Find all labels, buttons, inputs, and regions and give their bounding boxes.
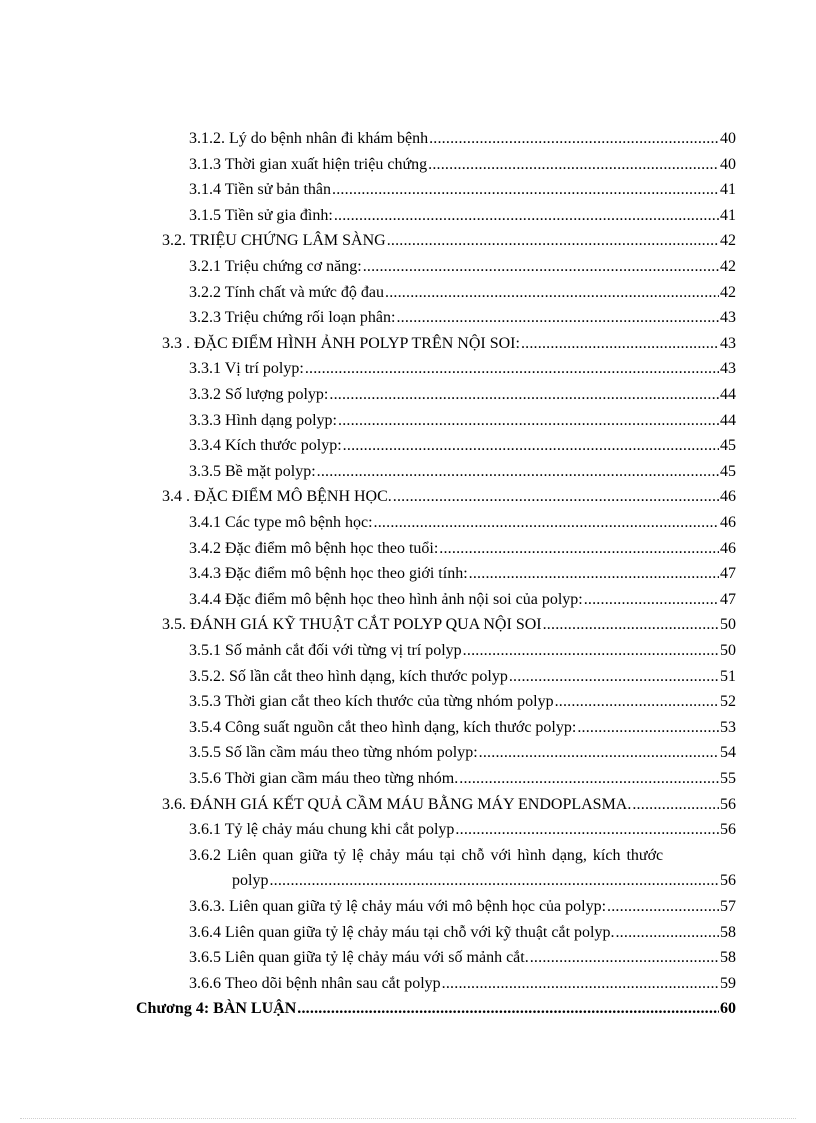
toc-entry[interactable] [189,923,736,943]
toc-entry-page: 59 [720,974,736,992]
toc-entry-title: 3.4.4 Đặc điểm mô bệnh học theo hình ảnh nội soi của polyp: [189,590,583,608]
toc-entry-title: 3.6.5 Liên quan giữa tỷ lệ chảy máu với số mảnh cắt. [189,949,529,967]
toc-entry-multiline[interactable] [189,846,736,866]
toc-entry-title: 3.6.2 Liên quan giữa tỷ lệ chảy máu tại chỗ với hình dạng, kích thước [189,846,664,864]
toc-leader-dots [607,897,719,917]
toc-entry[interactable] [189,257,736,277]
toc-entry-page: 60 [720,1000,736,1018]
toc-leader-dots [455,820,719,840]
toc-leader-dots [428,155,719,175]
toc-entry-title: 3.6.4 Liên quan giữa tỷ lệ chảy máu tại chỗ với kỹ thuật cắt polyp. [189,923,615,941]
toc-leader-dots [343,436,719,456]
toc-entry-title: Chương 4: BÀN LUẬN [136,1000,297,1018]
toc-entry[interactable] [189,308,736,328]
toc-entry-page: 54 [720,744,736,762]
toc-entry-page: 55 [720,770,736,787]
toc-entry-page: 43 [720,309,736,327]
page-bottom-rule [20,1118,796,1119]
toc-entry-page: 58 [720,949,736,967]
toc-entry-title: polyp [232,872,269,890]
toc-entry-page: 40 [720,130,736,147]
toc-entry[interactable] [189,820,736,840]
toc-leader-dots [429,129,719,149]
toc-leader-dots [463,641,719,661]
toc-entry[interactable] [189,743,736,763]
toc-leader-dots [385,283,719,303]
toc-entry-page: 45 [720,462,736,480]
toc-entry-page: 46 [720,488,736,506]
toc-entry-title: 3.2.1 Triệu chứng cơ năng: [189,258,362,275]
toc-entry-page: 46 [720,539,736,557]
toc-leader-dots [439,539,719,559]
toc-leader-dots [521,334,719,354]
toc-leader-dots [329,385,719,405]
toc-entry-title: 3.3 . ĐẶC ĐIỂM HÌNH ẢNH POLYP TRÊN NỘI SOI: [162,334,520,352]
toc-entry[interactable] [189,539,736,559]
toc-entry-title: 3.4.1 Các type mô bệnh học: [189,514,373,531]
toc-leader-dots [269,871,719,891]
toc-leader-dots [577,718,719,738]
toc-entry-title: 3.5.2. Số lần cắt theo hình dạng, kích thước polyp [189,667,508,685]
toc-entry-title: 3.1.2. Lý do bệnh nhân đi khám bệnh [189,130,429,147]
toc-entry[interactable] [189,667,736,687]
toc-leader-dots [396,308,719,328]
toc-entry-page: 44 [720,411,736,429]
toc-entry-title: 3.3.1 Vị trí polyp: [189,360,304,378]
toc-entry[interactable] [189,180,736,200]
toc-section[interactable] [162,615,736,635]
toc-entry-page: 47 [720,565,736,583]
toc-entry-page: 42 [720,258,736,275]
toc-leader-dots [555,692,719,712]
toc-entry[interactable] [189,283,736,303]
toc-leader-dots [459,769,719,789]
toc-entry-page: 50 [720,616,736,634]
toc-entry-page: 40 [720,155,736,173]
toc-entry-title: 3.6. ĐÁNH GIÁ KẾT QUẢ CẦM MÁU BẰNG MÁY ENDOPLASMA. [162,795,632,813]
toc-entry-page: 50 [720,642,736,659]
toc-leader-dots [509,667,719,687]
toc-entry[interactable] [189,206,736,226]
toc-entry-page: 56 [720,872,736,890]
toc-entry[interactable] [189,436,736,456]
toc-entry-title: 3.6.6 Theo dõi bệnh nhân sau cắt polyp [189,974,441,992]
toc-entry[interactable] [189,948,736,968]
toc-leader-dots [393,487,719,507]
toc-entry-page: 56 [720,821,736,839]
toc-entry[interactable] [189,411,736,431]
toc-entry[interactable] [189,564,736,584]
toc-entry-title: 3.5. ĐÁNH GIÁ KỸ THUẬT CẮT POLYP QUA NỘI SOI [162,616,542,634]
toc-entry-title: 3.6.3. Liên quan giữa tỷ lệ chảy máu với mô bệnh học của polyp: [189,898,607,915]
toc-entry[interactable] [189,155,736,175]
toc-section[interactable] [162,231,736,251]
toc-entry-page: 51 [720,667,736,685]
toc-leader-dots [632,795,719,815]
toc-entry[interactable] [189,692,736,712]
toc-entry-title: 3.5.5 Số lần cầm máu theo từng nhóm polyp: [189,744,478,762]
toc-entry-page: 44 [720,386,736,403]
toc-leader-dots [374,513,719,533]
toc-entry[interactable] [189,385,736,405]
toc-entry-page: 41 [720,206,736,224]
toc-entry-page: 56 [720,795,736,813]
toc-entry[interactable] [189,769,736,789]
toc-entry-title: 3.3.2 Số lượng polyp: [189,386,329,403]
toc-leader-dots [305,359,719,379]
toc-entry-page: 43 [720,334,736,352]
toc-entry-title: 3.2.2 Tính chất và mức độ đau [189,283,384,301]
toc-entry-page: 42 [720,283,736,301]
toc-entry-page: 52 [720,693,736,711]
toc-chapter[interactable] [136,999,736,1019]
toc-leader-dots [363,257,719,277]
toc-entry-page: 45 [720,437,736,455]
toc-entry-title: 3.5.1 Số mảnh cắt đối với từng vị trí polyp [189,642,462,659]
toc-entry-page: 42 [720,232,736,250]
toc-leader-dots [469,564,719,584]
toc-entry[interactable] [189,897,736,917]
toc-entry[interactable] [189,974,736,994]
toc-leader-dots [530,948,719,968]
toc-leader-dots [297,999,719,1019]
toc-entry-title: 3.4.3 Đặc điểm mô bệnh học theo giới tính: [189,565,468,583]
toc-entry-title: 3.1.5 Tiền sử gia đình: [189,206,333,224]
toc-entry-page: 58 [720,923,736,941]
toc-entry[interactable] [189,359,736,379]
toc-entry-page: 53 [720,718,736,736]
toc-entry-title: 3.3.3 Hình dạng polyp: [189,411,337,429]
toc-entry-page: 57 [720,898,736,915]
toc-leader-dots [479,743,719,763]
toc-entry[interactable] [189,590,736,610]
toc-entry[interactable] [189,718,736,738]
toc-entry-title: 3.4 . ĐẶC ĐIỂM MÔ BỆNH HỌC. [162,488,392,506]
toc-entry-title: 3.4.2 Đặc điểm mô bệnh học theo tuổi: [189,539,439,557]
toc-entry-page: 47 [720,590,736,608]
toc-entry-page: 43 [720,360,736,378]
toc-entry-continuation[interactable] [232,871,736,891]
toc-entry[interactable] [189,513,736,533]
toc-section[interactable] [162,795,736,815]
toc-leader-dots [338,411,719,431]
toc-entry-title: 3.5.4 Công suất nguồn cắt theo hình dạng, kích thước polyp: [189,718,577,736]
toc-leader-dots [584,590,719,610]
toc-leader-dots [442,974,719,994]
toc-entry[interactable] [189,129,736,149]
toc-entry-title: 3.1.3 Thời gian xuất hiện triệu chứng [189,155,428,173]
toc-entry[interactable] [189,462,736,482]
toc-entry-page: 41 [720,181,736,199]
toc-entry-title: 3.6.1 Tỷ lệ chảy máu chung khi cắt polyp [189,821,455,839]
toc-entry-title: 3.2.3 Triệu chứng rối loạn phân: [189,309,396,327]
toc-entry-title: 3.3.5 Bề mặt polyp: [189,462,316,480]
toc-entry[interactable] [189,641,736,661]
toc-entry-title: 3.2. TRIỆU CHỨNG LÂM SÀNG [162,232,386,250]
toc-entry-title: 3.3.4 Kích thước polyp: [189,437,342,455]
toc-entry-title: 3.5.6 Thời gian cầm máu theo từng nhóm. [189,770,459,787]
toc-entry-title: 3.1.4 Tiền sử bản thân [189,181,332,199]
toc-leader-dots [543,615,719,635]
toc-section[interactable] [162,487,736,507]
toc-leader-dots [615,923,719,943]
toc-entry-page: 46 [720,514,736,531]
toc-leader-dots [317,462,719,482]
toc-leader-dots [387,231,719,251]
toc-entry-title: 3.5.3 Thời gian cắt theo kích thước của từng nhóm polyp [189,693,554,711]
toc-section[interactable] [162,334,736,354]
toc-leader-dots [332,180,719,200]
toc-leader-dots [334,206,719,226]
